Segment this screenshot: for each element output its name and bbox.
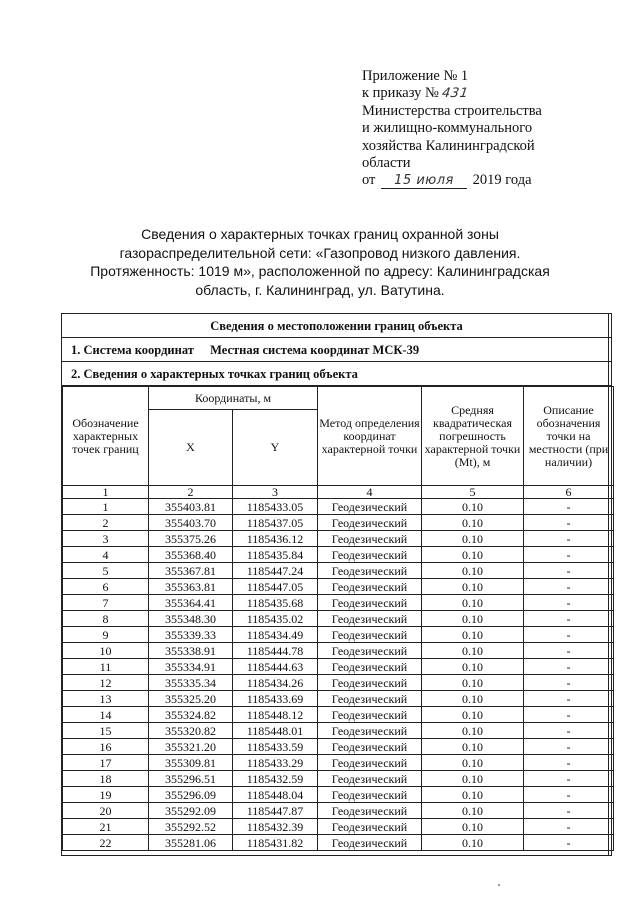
- scan-artifact: [498, 884, 500, 886]
- table-row: [63, 659, 614, 675]
- table-row: [63, 723, 614, 739]
- method-cell: Геодезический: [318, 515, 422, 531]
- coord-y-cell: 1185447.87: [233, 803, 318, 819]
- point-number-cell: 15: [63, 723, 149, 739]
- table-row: [63, 755, 614, 771]
- coord-y-cell: 1185434.26: [233, 675, 318, 691]
- coord-x-cell: 355368.40: [149, 547, 233, 563]
- description-cell: -: [524, 579, 614, 595]
- description-cell: -: [524, 707, 614, 723]
- ministry-line-2: и жилищно-коммунального: [362, 120, 533, 137]
- method-cell: Геодезический: [318, 739, 422, 755]
- coord-y-cell: 1185434.49: [233, 627, 318, 643]
- coord-y-cell: 1185433.69: [233, 691, 318, 707]
- method-cell: Геодезический: [318, 675, 422, 691]
- coord-y-cell: 1185448.12: [233, 707, 318, 723]
- document-heading: [90, 225, 550, 299]
- error-cell: 0.10: [422, 771, 524, 787]
- method-cell: Геодезический: [318, 547, 422, 563]
- table-row: [63, 563, 614, 579]
- point-number-cell: 20: [63, 803, 149, 819]
- coord-system-row: [62, 338, 611, 362]
- coord-y-cell: 1185435.68: [233, 595, 318, 611]
- coord-x-cell: 355334.91: [149, 659, 233, 675]
- point-number-cell: 5: [63, 563, 149, 579]
- error-cell: 0.10: [422, 579, 524, 595]
- column-number: 2: [149, 486, 233, 499]
- heading-line-1: Сведения о характерных точках границ охранной зоны: [141, 226, 499, 242]
- table-row: [63, 787, 614, 803]
- column-number: 5: [422, 486, 524, 499]
- coord-x-cell: 355367.81: [149, 563, 233, 579]
- coord-y-cell: 1185435.02: [233, 611, 318, 627]
- coord-x-cell: 355339.33: [149, 627, 233, 643]
- point-number-cell: 11: [63, 659, 149, 675]
- section-title: Сведения о местоположении границ объекта: [62, 314, 611, 338]
- description-cell: -: [524, 835, 614, 851]
- header-description: Описание обозначения точки на местности (при наличии): [524, 387, 614, 486]
- coord-x-cell: 355321.20: [149, 739, 233, 755]
- point-number-cell: 14: [63, 707, 149, 723]
- coord-x-cell: 355296.09: [149, 787, 233, 803]
- header-y: Y: [233, 410, 318, 486]
- ministry-line-1: Министерства строительства: [362, 102, 542, 119]
- error-cell: 0.10: [422, 675, 524, 691]
- error-cell: 0.10: [422, 611, 524, 627]
- coord-y-cell: 1185436.12: [233, 531, 318, 547]
- method-cell: Геодезический: [318, 643, 422, 659]
- error-cell: 0.10: [422, 739, 524, 755]
- method-cell: Геодезический: [318, 659, 422, 675]
- ministry-line-4: области: [362, 155, 411, 172]
- error-cell: 0.10: [422, 691, 524, 707]
- table-row: [63, 771, 614, 787]
- method-cell: Геодезический: [318, 771, 422, 787]
- description-cell: -: [524, 659, 614, 675]
- coord-x-cell: 355403.70: [149, 515, 233, 531]
- description-cell: -: [524, 739, 614, 755]
- table-row: [63, 595, 614, 611]
- point-number-cell: 9: [63, 627, 149, 643]
- coord-x-cell: 355348.30: [149, 611, 233, 627]
- coord-x-cell: 355338.91: [149, 643, 233, 659]
- heading-line-3: Протяженность: 1019 м», расположенной по адресу: Калининградская: [90, 263, 550, 279]
- method-cell: Геодезический: [318, 499, 422, 515]
- coord-x-cell: 355325.20: [149, 691, 233, 707]
- point-number-cell: 19: [63, 787, 149, 803]
- coord-y-cell: 1185433.59: [233, 739, 318, 755]
- point-number-cell: 13: [63, 691, 149, 707]
- method-cell: Геодезический: [318, 803, 422, 819]
- table-row: [63, 627, 614, 643]
- error-cell: 0.10: [422, 755, 524, 771]
- error-cell: 0.10: [422, 595, 524, 611]
- coord-system-value: Местная система координат МСК-39: [210, 343, 420, 357]
- coord-y-cell: 1185448.01: [233, 723, 318, 739]
- appendix-title: Приложение № 1: [362, 68, 469, 84]
- ministry-line-3: хозяйства Калининградской: [362, 137, 535, 154]
- coord-y-cell: 1185435.84: [233, 547, 318, 563]
- method-cell: Геодезический: [318, 627, 422, 643]
- header-error: Средняя квадратическая погрешность характерной точки (Mt), м: [422, 387, 524, 486]
- method-cell: Геодезический: [318, 755, 422, 771]
- header-coords: Координаты, м: [149, 387, 318, 410]
- error-cell: 0.10: [422, 643, 524, 659]
- order-date: [362, 172, 542, 189]
- coord-x-cell: 355403.81: [149, 499, 233, 515]
- method-cell: Геодезический: [318, 563, 422, 579]
- point-number-cell: 7: [63, 595, 149, 611]
- boundary-table: [61, 313, 612, 856]
- coord-y-cell: 1185432.39: [233, 819, 318, 835]
- coord-y-cell: 1185433.29: [233, 755, 318, 771]
- method-cell: Геодезический: [318, 723, 422, 739]
- description-cell: -: [524, 499, 614, 515]
- heading-line-4: область, г. Калининград, ул. Ватутина.: [195, 281, 445, 298]
- coord-x-cell: 355324.82: [149, 707, 233, 723]
- table-row: [63, 515, 614, 531]
- point-number-cell: 18: [63, 771, 149, 787]
- coord-x-cell: 355296.51: [149, 771, 233, 787]
- coord-y-cell: 1185431.82: [233, 835, 318, 851]
- error-cell: 0.10: [422, 835, 524, 851]
- method-cell: Геодезический: [318, 819, 422, 835]
- coord-x-cell: 355363.81: [149, 579, 233, 595]
- order-number: 431: [441, 86, 470, 102]
- coord-y-cell: 1185433.05: [233, 499, 318, 515]
- table-row: [63, 739, 614, 755]
- header-designation: Обозначение характерных точек границ: [63, 387, 149, 486]
- table-row: [63, 707, 614, 723]
- description-cell: -: [524, 547, 614, 563]
- error-cell: 0.10: [422, 627, 524, 643]
- table-row: [63, 499, 614, 515]
- point-number-cell: 4: [63, 547, 149, 563]
- coord-y-cell: 1185448.04: [233, 787, 318, 803]
- column-number: 1: [63, 486, 149, 499]
- description-cell: -: [524, 723, 614, 739]
- point-number-cell: 8: [63, 611, 149, 627]
- column-number: 6: [524, 486, 614, 499]
- coord-x-cell: 355281.06: [149, 835, 233, 851]
- error-cell: 0.10: [422, 707, 524, 723]
- error-cell: 0.10: [422, 819, 524, 835]
- method-cell: Геодезический: [318, 787, 422, 803]
- coord-system-label: 1. Система координат: [71, 343, 194, 357]
- error-cell: 0.10: [422, 547, 524, 563]
- point-number-cell: 3: [63, 531, 149, 547]
- description-cell: -: [524, 787, 614, 803]
- point-number-cell: 21: [63, 819, 149, 835]
- error-cell: 0.10: [422, 515, 524, 531]
- coord-y-cell: 1185444.63: [233, 659, 318, 675]
- error-cell: 0.10: [422, 563, 524, 579]
- table-row: [63, 691, 614, 707]
- description-cell: -: [524, 611, 614, 627]
- point-number-cell: 2: [63, 515, 149, 531]
- table-row: [63, 579, 614, 595]
- error-cell: 0.10: [422, 499, 524, 515]
- point-number-cell: 17: [63, 755, 149, 771]
- method-cell: Геодезический: [318, 579, 422, 595]
- points-title: 2. Сведения о характерных точках границ объекта: [62, 362, 611, 386]
- coord-x-cell: 355292.09: [149, 803, 233, 819]
- points-table: [62, 386, 614, 851]
- description-cell: -: [524, 803, 614, 819]
- description-cell: -: [524, 819, 614, 835]
- column-number: 4: [318, 486, 422, 499]
- method-cell: Геодезический: [318, 707, 422, 723]
- error-cell: 0.10: [422, 659, 524, 675]
- coord-x-cell: 355309.81: [149, 755, 233, 771]
- coord-x-cell: 355320.82: [149, 723, 233, 739]
- description-cell: -: [524, 675, 614, 691]
- order-prefix: к приказу №: [362, 85, 439, 102]
- appendix-block: [362, 68, 542, 190]
- method-cell: Геодезический: [318, 835, 422, 851]
- coord-y-cell: 1185432.59: [233, 771, 318, 787]
- coord-x-cell: 355292.52: [149, 819, 233, 835]
- column-numbers-row: [63, 486, 614, 499]
- error-cell: 0.10: [422, 787, 524, 803]
- table-row: [63, 819, 614, 835]
- table-row: [63, 803, 614, 819]
- method-cell: Геодезический: [318, 595, 422, 611]
- coord-x-cell: 355364.41: [149, 595, 233, 611]
- description-cell: -: [524, 563, 614, 579]
- date-suffix: 2019 года: [472, 172, 532, 189]
- description-cell: -: [524, 531, 614, 547]
- description-cell: -: [524, 755, 614, 771]
- header-x: X: [149, 410, 233, 486]
- point-number-cell: 10: [63, 643, 149, 659]
- description-cell: -: [524, 627, 614, 643]
- coord-y-cell: 1185447.05: [233, 579, 318, 595]
- table-row: [63, 611, 614, 627]
- error-cell: 0.10: [422, 803, 524, 819]
- coord-y-cell: 1185437.05: [233, 515, 318, 531]
- date-handwritten: 15 июля: [381, 174, 467, 189]
- heading-line-2: газораспределительной сети: «Газопровод низкого давления.: [119, 244, 521, 261]
- point-number-cell: 1: [63, 499, 149, 515]
- point-number-cell: 16: [63, 739, 149, 755]
- coord-x-cell: 355375.26: [149, 531, 233, 547]
- error-cell: 0.10: [422, 723, 524, 739]
- description-cell: -: [524, 643, 614, 659]
- column-number: 3: [233, 486, 318, 499]
- point-number-cell: 6: [63, 579, 149, 595]
- table-row: [63, 675, 614, 691]
- coord-y-cell: 1185444.78: [233, 643, 318, 659]
- order-reference: [362, 85, 542, 102]
- point-number-cell: 22: [63, 835, 149, 851]
- method-cell: Геодезический: [318, 531, 422, 547]
- description-cell: -: [524, 595, 614, 611]
- error-cell: 0.10: [422, 531, 524, 547]
- coord-x-cell: 355335.34: [149, 675, 233, 691]
- method-cell: Геодезический: [318, 611, 422, 627]
- description-cell: -: [524, 515, 614, 531]
- table-row: [63, 531, 614, 547]
- description-cell: -: [524, 691, 614, 707]
- point-number-cell: 12: [63, 675, 149, 691]
- table-row: [63, 835, 614, 851]
- table-row: [63, 547, 614, 563]
- description-cell: -: [524, 771, 614, 787]
- table-row: [63, 643, 614, 659]
- coord-y-cell: 1185447.24: [233, 563, 318, 579]
- header-method: Метод определения координат характерной точки: [318, 387, 422, 486]
- date-prefix: от: [362, 172, 376, 189]
- method-cell: Геодезический: [318, 691, 422, 707]
